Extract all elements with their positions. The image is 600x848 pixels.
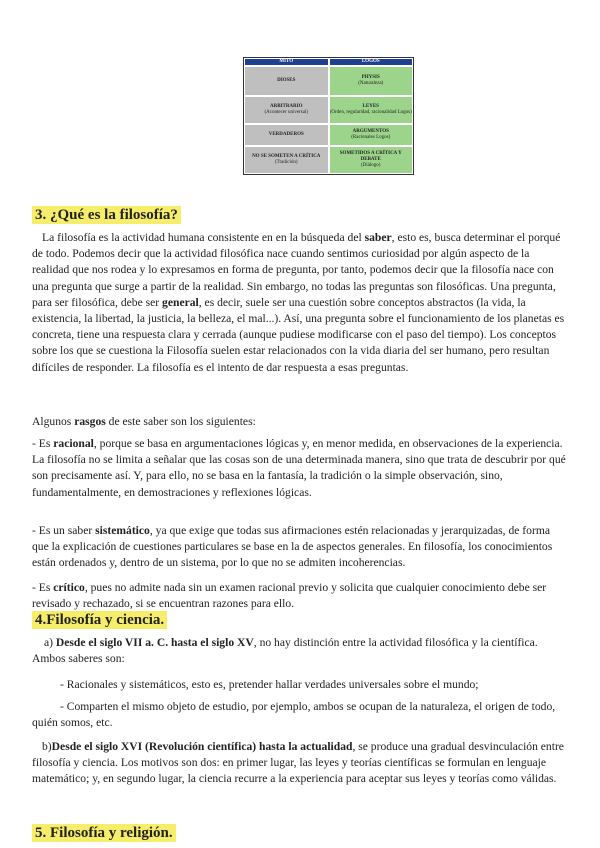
paragraph-definition: La filosofía es la actividad humana consistente en en la búsqueda del saber, esto es, busca determinar el porqué de todo. Podemos decir que la actividad filosófica nace cuando sentimos curiosidad por algún aspecto de la realidad que nos rodea y lo expresamos en forma de pregunta, por tanto, podemos decir que la filosofía nace con una pregunta que surge a partir de la realidad. Sin embargo, no todas las preguntas son filosóficas. Una pregunta, para ser filosófica, debe ser general, es decir, suele ser una cuestión sobre conceptos abstractos (la vida, la existencia, la libertad, la justicia, la belleza, el mal...). Así, una pregunta sobre el funcionamiento de los planetas es concreta, tiene una respuesta clara y cerrada (aunque pudiese modificarse con el paso del tiempo). Los conceptos sobre los que se cuestiona la Filosofía suelen estar relacionados con la vida diaria del ser humano, pero resultan difíciles de responder. La filosofía es el intento de dar respuesta a esas preguntas.: [32, 231, 565, 374]
section-heading-5: 5. Filosofía y religión.: [32, 824, 176, 842]
paragraph-rasgos-intro: Algunos rasgos de este saber son los siguientes:: [32, 415, 256, 428]
table-row: ARBITRARIO (Acontecer universal) LEYES (Orden, regularidad, racionalidad Logos): [244, 96, 413, 124]
paragraph-period-a: a) Desde el siglo VII a. C. hasta el siglo XV, no hay distinción entre la actividad filosófica y la científica. Ambos saberes son:: [32, 636, 538, 666]
paragraph-sistematico: - Es un saber sistemático, ya que exige que todas sus afirmaciones estén relacionadas y jerarquizadas, de forma que la explicación de cuestiones particulares se base en la de aspectos generales. En filosofía, los conocimientos están ordenados y, dentro de un sistema, por lo que no se admiten incoherencias.: [32, 524, 553, 570]
paragraph-critico: - Es crítico, pues no admite nada sin un examen racional previo y solicita que cualquier conocimiento debe ser revisado y rechazado, si se encuentran razones para ello.: [32, 581, 547, 611]
mito-logos-table: [243, 57, 414, 175]
table-row: DIOSES PHYSIS (Naturaleza): [244, 66, 413, 96]
list-item: - Racionales y sistemáticos, esto es, pretender hallar verdades universales sobre el mundo;: [60, 678, 479, 691]
paragraph-racional: - Es racional, porque se basa en argumentaciones lógicas y, en menor medida, en observaciones de la experiencia. La filosofía no se limita a señalar que las cosas son de una determinada manera, sino que trata de descubrir por qué son precisamente así. Y, para ello, no se basa en la fantasía, la tradición o la simple observación, sino, fundamentalmente, en demostraciones y reflexiones lógicas.: [32, 437, 566, 499]
header-logos: LOGOS: [329, 58, 414, 66]
list-item: - Comparten el mismo objeto de estudio, por ejemplo, ambos se ocupan de la naturaleza, el origen de todo, quién somos, etc.: [32, 700, 556, 730]
table-row: VERDADEROS ARGUMENTOS (Racionales Logos): [244, 124, 413, 146]
section-heading-4: 4.Filosofía y ciencia.: [32, 611, 167, 629]
logos-cell: SOMETIDOS A CRÍTICA Y DEBATE: [339, 151, 402, 162]
section-heading-3: 3. ¿Qué es la filosofía?: [32, 206, 181, 224]
header-mito: MITO: [244, 58, 329, 66]
mito-cell: VERDADEROS: [268, 132, 304, 137]
mito-cell: ARBITRARIO: [269, 104, 303, 109]
logos-cell: PHYSIS: [361, 75, 380, 80]
mito-cell: DIOSES: [277, 78, 296, 83]
logos-cell: LEYES: [362, 104, 379, 109]
table-row: NO SE SOMETEN A CRÍTICA (Tradición) SOMETIDOS A CRÍTICA Y DEBATE (Diálogo): [244, 146, 413, 174]
mito-cell: NO SE SOMETEN A CRÍTICA: [252, 154, 321, 159]
logos-cell: ARGUMENTOS: [352, 129, 389, 134]
table-header-row: [244, 58, 413, 66]
paragraph-period-b: b)Desde el siglo XVI (Revolución científica) hasta la actualidad, se produce una gradual desvinculación entre filosofía y ciencia. Los motivos son dos: en primer lugar, las leyes y teorías científicas se formulan en lenguaje matemático; y, en segundo lugar, la ciencia recurre a la experiencia para aceptar sus leyes y teorías como válidas.: [32, 740, 564, 786]
